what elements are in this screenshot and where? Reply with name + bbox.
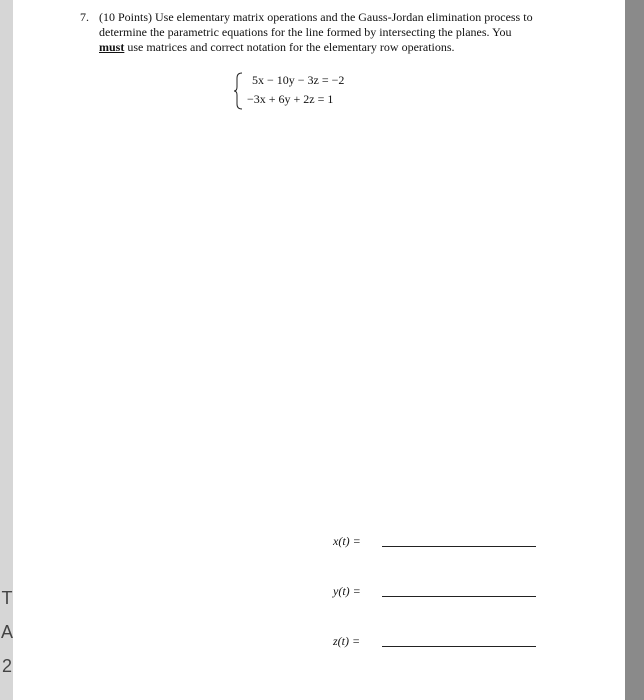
answer-y-blank[interactable] xyxy=(382,596,536,597)
left-panel-strip xyxy=(0,0,14,700)
equation-2: −3x + 6y + 2z = 1 xyxy=(247,92,334,106)
equation-1: 5x − 10y − 3z = −2 xyxy=(252,73,345,87)
left-strip-letter: A xyxy=(0,622,13,642)
answer-x xyxy=(333,534,543,550)
right-gutter xyxy=(625,0,644,700)
answer-z xyxy=(333,634,543,650)
left-strip-letter: 2 xyxy=(1,656,12,676)
question-emphasis: must xyxy=(99,40,125,54)
question-outro: use matrices and correct notation for the elementary row operations. xyxy=(124,40,455,54)
question-text xyxy=(99,10,539,55)
answer-z-blank[interactable] xyxy=(382,646,536,647)
answer-z-label: z(t) = xyxy=(333,634,361,648)
left-strip-letter: T xyxy=(1,588,13,608)
question-number: 7. xyxy=(80,10,89,24)
question-intro: (10 Points) Use elementary matrix operations and the Gauss-Jordan elimination process to determine the parametric equations for the line formed by intersecting the planes. You xyxy=(99,10,533,39)
left-brace xyxy=(233,72,243,110)
equation-system xyxy=(233,72,393,112)
answer-y-label: y(t) = xyxy=(333,584,361,598)
answer-x-blank[interactable] xyxy=(382,546,536,547)
document-page xyxy=(13,0,625,700)
answer-y xyxy=(333,584,543,600)
answer-x-label: x(t) = xyxy=(333,534,361,548)
